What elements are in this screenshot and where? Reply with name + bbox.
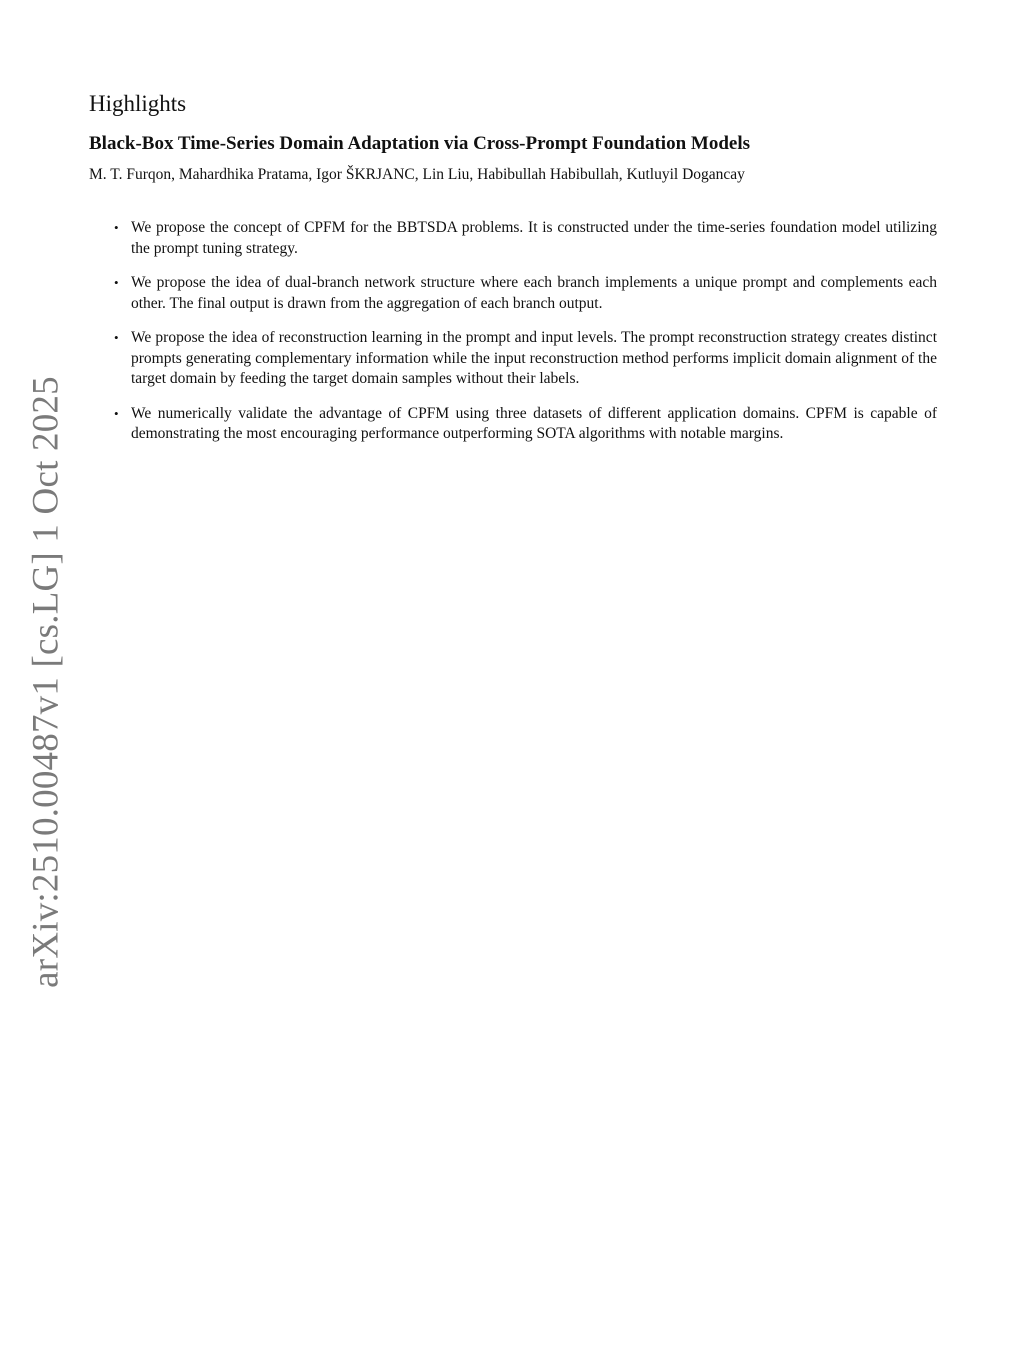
author-list: M. T. Furqon, Mahardhika Pratama, Igor ŠKRJANC, Lin Liu, Habibullah Habibullah, Kutluyil Dogancay <box>89 166 745 183</box>
highlight-text: We propose the idea of dual-branch network structure where each branch implements a unique prompt and complements each other. The final output is drawn from the aggregation of each branch output. <box>131 274 937 312</box>
bullet-icon: • <box>114 220 119 235</box>
highlights-page <box>89 88 937 459</box>
bullet-icon: • <box>114 330 119 345</box>
highlight-item <box>89 328 937 390</box>
bullet-icon: • <box>114 405 119 421</box>
highlight-text: We propose the idea of reconstruction learning in the prompt and input levels. The prompt reconstruction strategy creates distinct prompts generating complementary information while the input reconstruction method performs implicit domain alignment of the target domain by feeding the target domain samples without their labels. <box>131 329 937 387</box>
section-heading: Highlights <box>89 91 187 116</box>
highlight-item <box>89 273 937 314</box>
arxiv-identifier-stamp: arXiv:2510.00487v1 [cs.LG] 1 Oct 2025 <box>25 376 67 988</box>
highlight-item <box>89 218 937 259</box>
highlight-item <box>89 404 937 445</box>
paper-title: Black-Box Time-Series Domain Adaptation via Cross-Prompt Foundation Models <box>89 133 751 154</box>
highlight-text: We numerically validate the advantage of CPFM using three datasets of different application domains. CPFM is capable of demonstrating the most encouraging performance outperforming SOTA algorithms with notable margins. <box>131 404 937 442</box>
bullet-icon: • <box>114 275 119 290</box>
highlights-list <box>89 218 937 445</box>
highlight-text: We propose the concept of CPFM for the BBTSDA problems. It is constructed under the time-series foundation model utilizing the prompt tuning strategy. <box>131 219 937 257</box>
